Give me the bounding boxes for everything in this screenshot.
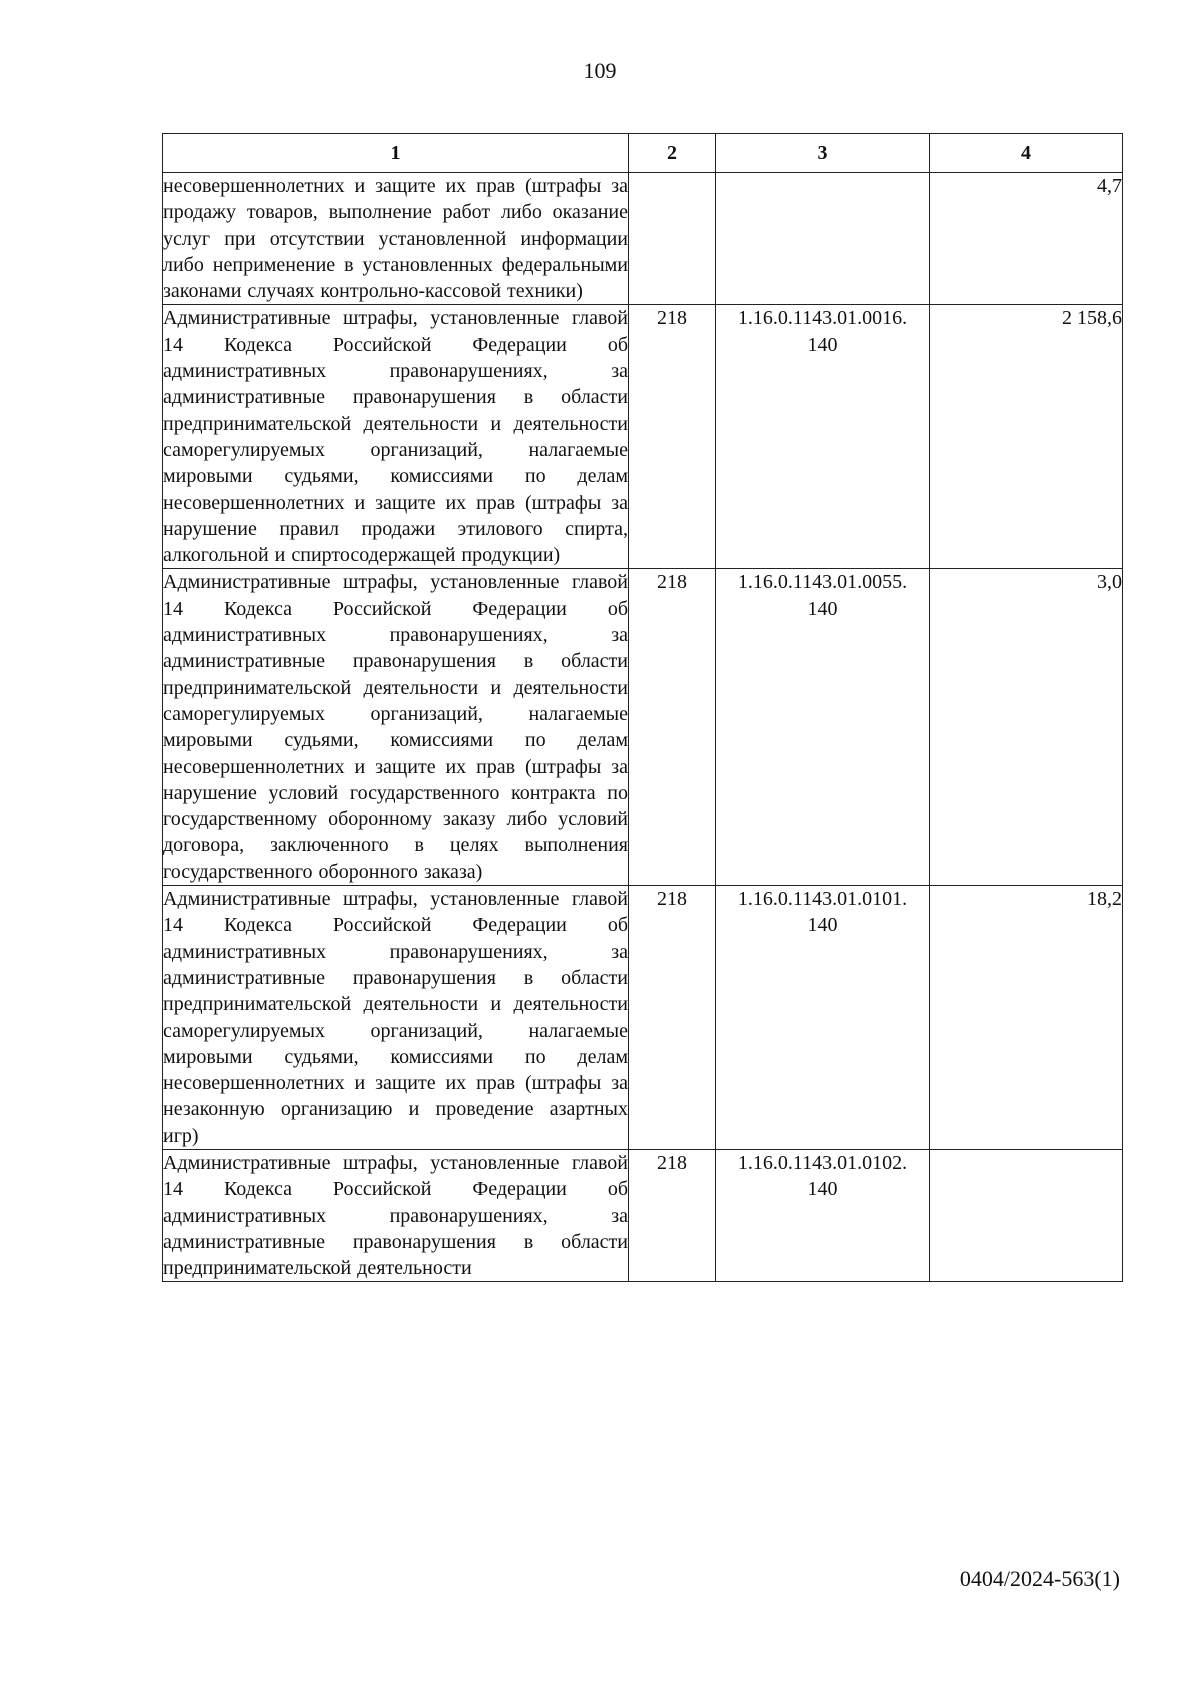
table-row — [163, 173, 1123, 305]
kbk-line-1: 1.16.0.1143.01.0102. — [737, 1151, 908, 1174]
kbk-line-2: 140 — [807, 597, 838, 620]
table-row — [163, 1149, 1123, 1281]
amount: 2 158,6 — [930, 305, 1123, 569]
table-header-row — [163, 134, 1123, 173]
admin-code — [629, 173, 716, 305]
page-number: 109 — [583, 58, 617, 83]
amount: 4,7 — [930, 173, 1123, 305]
table-row — [163, 569, 1123, 886]
row-description: Административные штрафы, установленные главой 14 Кодекса Российской Федерации об административных правонарушениях, за административные правонарушения в области предпринимательской деятельности и деятельности саморегулируемых организаций, налагаемые мировыми судьями, комиссиями по делам несовершеннолетних и защите их прав (штрафы за нарушение условий государственного контракта по государственному оборонному заказу либо условий договора, заключенного в целях выполнения государственного оборонного заказа) — [163, 571, 628, 883]
kbk-cell — [716, 173, 930, 305]
kbk-line-1: 1.16.0.1143.01.0055. — [737, 571, 908, 594]
kbk-line-2: 140 — [807, 333, 838, 356]
admin-code: 218 — [629, 305, 716, 569]
row-description-cell — [163, 1149, 629, 1281]
amount — [930, 1149, 1123, 1281]
column-header-1: 1 — [163, 134, 629, 173]
row-description-cell — [163, 569, 629, 886]
row-description: Административные штрафы, установленные главой 14 Кодекса Российской Федерации об административных правонарушениях, за административные правонарушения в области предпринимательской деятельности и деятельности саморегулируемых организаций, налагаемые мировыми судьями, комиссиями по делам несовершеннолетних и защите их прав (штрафы за нарушение правил продажи этилового спирта, алкогольной и спиртосодержащей продукции) — [163, 307, 628, 567]
table-row — [163, 305, 1123, 569]
row-description-cell — [163, 886, 629, 1150]
kbk-cell — [716, 305, 930, 569]
table-row — [163, 886, 1123, 1150]
row-description: Административные штрафы, установленные главой 14 Кодекса Российской Федерации об административных правонарушениях, за административные правонарушения в области предпринимательской деятельности и деятельности саморегулируемых организаций, налагаемые мировыми судьями, комиссиями по делам несовершеннолетних и защите их прав (штрафы за незаконную организацию и проведение азартных игр) — [163, 888, 628, 1147]
kbk-line-1: 1.16.0.1143.01.0101. — [737, 888, 908, 911]
column-header-4: 4 — [930, 134, 1123, 173]
amount: 3,0 — [930, 569, 1123, 886]
admin-code: 218 — [629, 569, 716, 886]
admin-code: 218 — [629, 886, 716, 1150]
row-description-cell — [163, 173, 629, 305]
row-description-cell — [163, 305, 629, 569]
amount: 18,2 — [930, 886, 1123, 1150]
revenue-table — [162, 133, 1123, 1282]
kbk-line-2: 140 — [807, 1178, 838, 1201]
kbk-line-2: 140 — [807, 914, 838, 937]
kbk-cell — [716, 1149, 930, 1281]
admin-code: 218 — [629, 1149, 716, 1281]
document-id: 0404/2024-563(1) — [959, 1566, 1120, 1591]
column-header-3: 3 — [716, 134, 930, 173]
row-description: несовершеннолетних и защите их прав (штрафы за продажу товаров, выполнение работ либо оказание услуг при отсутствии установленной информации либо неприменение в установленных федеральными законами случаях контрольно-кассовой техники) — [163, 175, 628, 303]
row-description: Административные штрафы, установленные главой 14 Кодекса Российской Федерации об административных правонарушениях, за административные правонарушения в области предпринимательской деятельности — [163, 1151, 628, 1280]
kbk-cell — [716, 569, 930, 886]
column-header-2: 2 — [629, 134, 716, 173]
kbk-line-1: 1.16.0.1143.01.0016. — [737, 307, 908, 330]
kbk-cell — [716, 886, 930, 1150]
